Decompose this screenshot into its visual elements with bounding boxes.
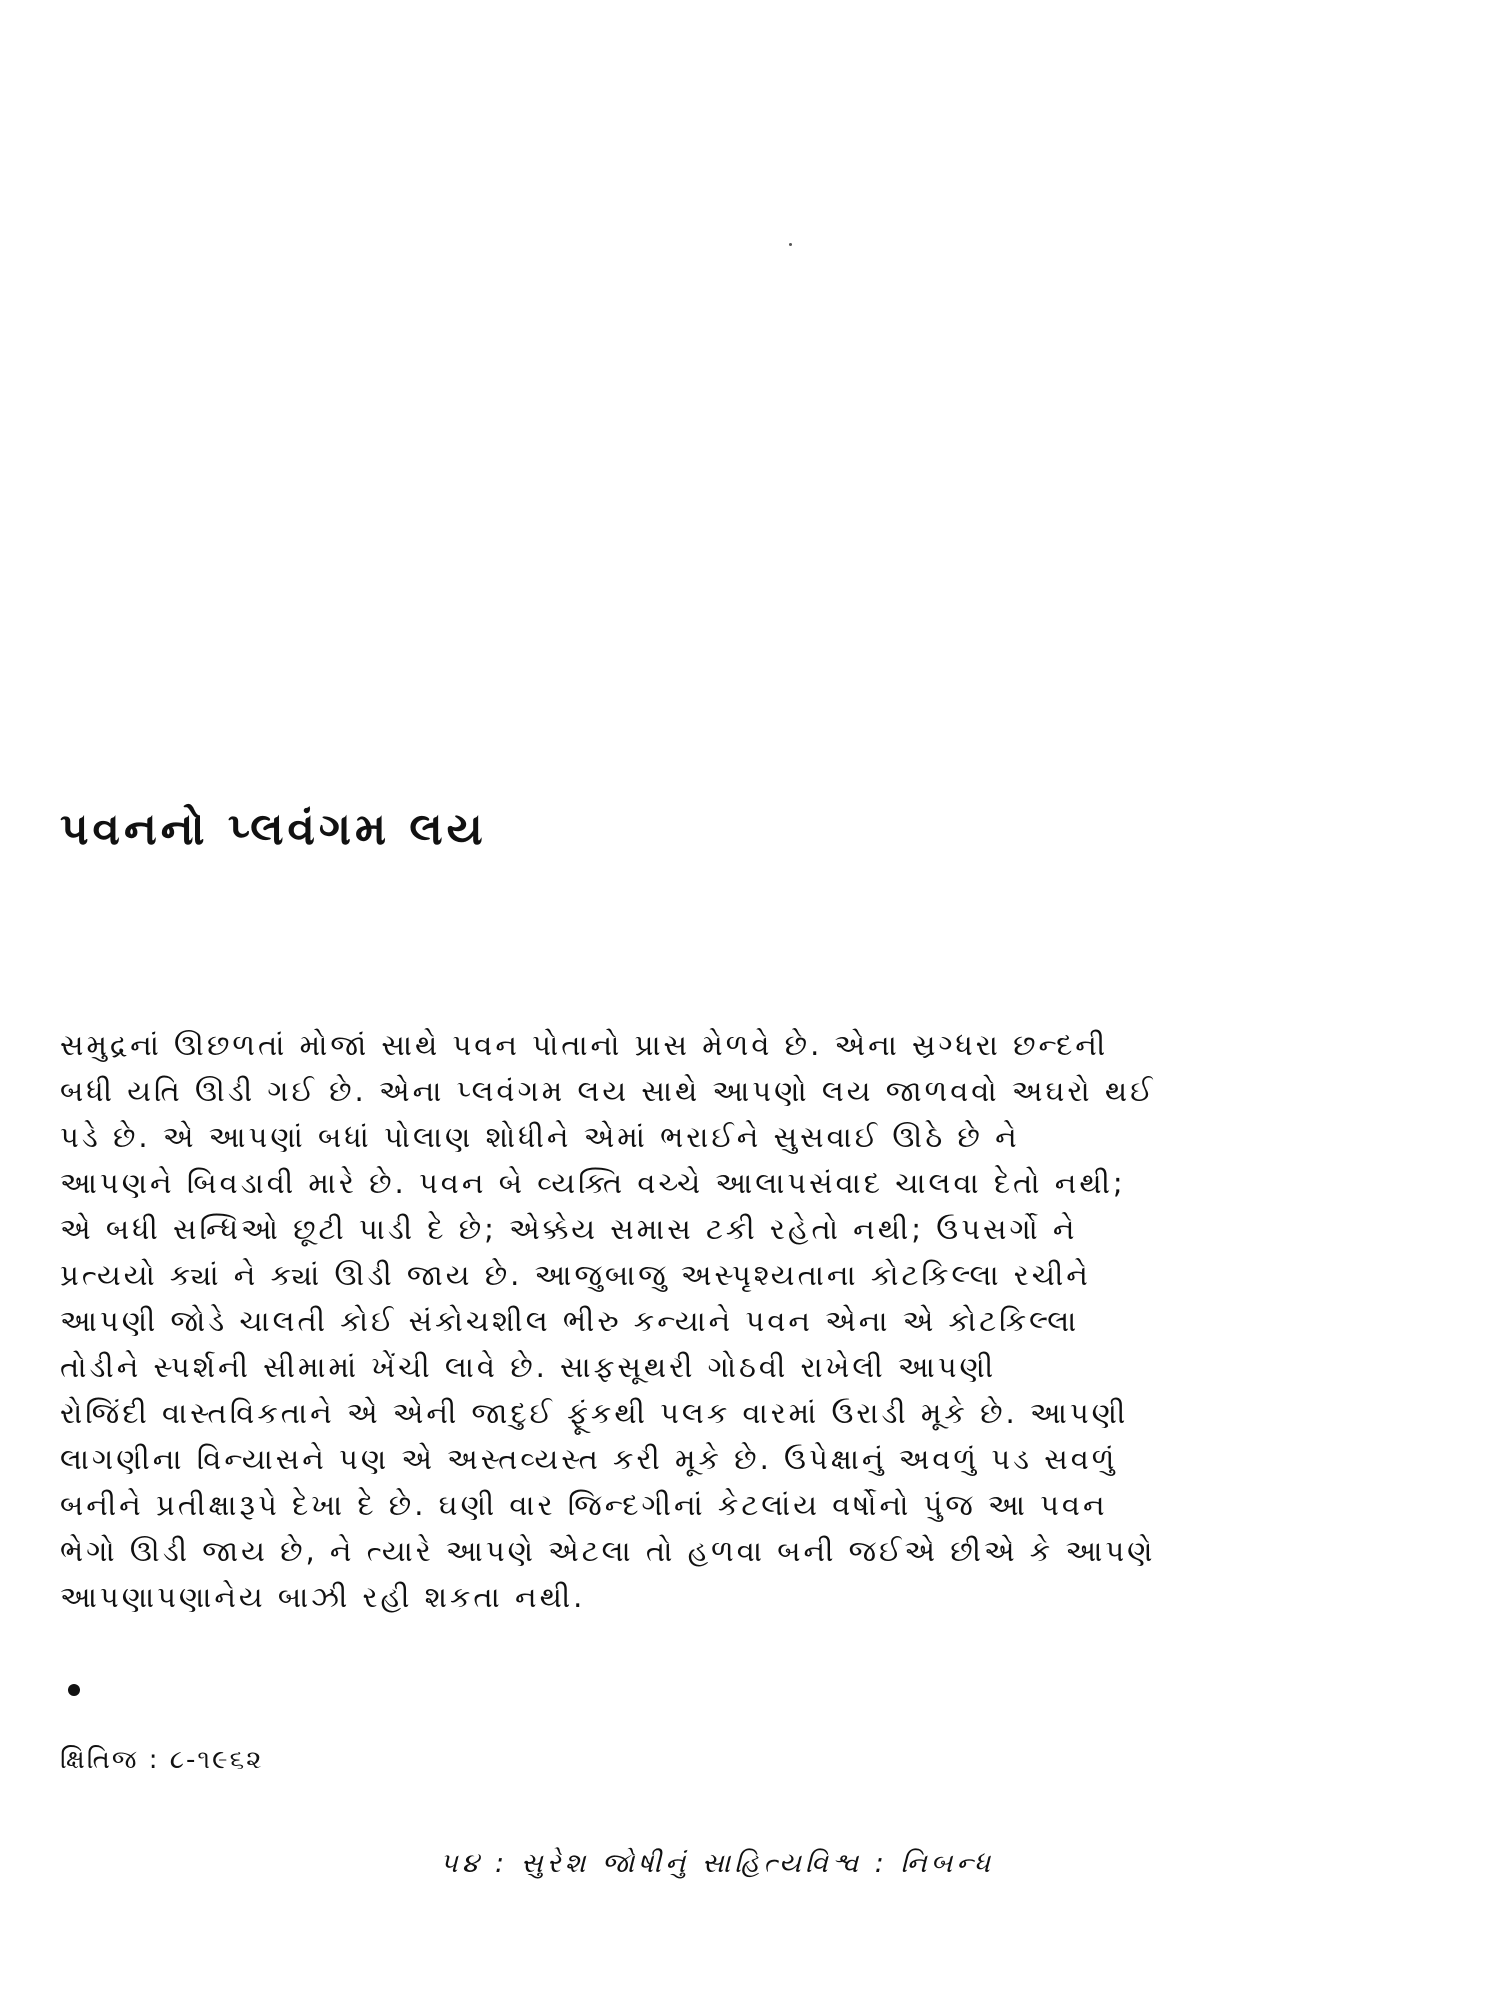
body-line: ભેગો ઊડી જાય છે, ને ત્યારે આપણે એટલા તો હળવા બની જઈએ છીએ કે આપણે	[60, 1534, 1156, 1568]
body-line: એ બધી સન્ધિઓ છૂટી પાડી દે છે; એક્કેય સમાસ ટકી રહેતો નથી; ઉપસર્ગો ને	[60, 1212, 1078, 1246]
body-line: સમુદ્રનાં ઊછળતાં મોજાં સાથે પવન પોતાનો પ્રાસ મેળવે છે. એના સ્રગ્ધરા છન્દની	[60, 1028, 1109, 1062]
body-line: રોજિંદી વાસ્તવિકતાને એ એની જાદુઈ ફૂંકથી પલક વારમાં ઉરાડી મૂકે છે. આપણી	[60, 1396, 1129, 1430]
body-line: પ્રત્યયો ક્યાં ને ક્યાં ઊડી જાય છે. આજુબાજુ અસ્પૃશ્યતાના કોટકિલ્લા રચીને	[60, 1258, 1091, 1292]
print-speck	[789, 243, 792, 246]
body-line: લાગણીના વિન્યાસને પણ એ અસ્તવ્યસ્ત કરી મૂકે છે. ઉપેક્ષાનું અવળું પડ સવળું	[60, 1442, 1118, 1476]
body-line: આપણને બિવડાવી મારે છે. પવન બે વ્યક્તિ વચ્ચે આલાપસંવાદ ચાલવા દેતો નથી;	[60, 1166, 1126, 1200]
essay-body	[60, 1022, 1460, 1620]
page-footer: ૫૪ : સુરેશ જોષીનું સાહિત્યવિશ્વ : નિબન્ધ	[440, 1848, 995, 1879]
source-citation: ક્ષિતિજ : ૮-૧૯૬૨	[60, 1745, 264, 1775]
body-line: બધી યતિ ઊડી ગઈ છે. એના પ્લવંગમ લય સાથે આપણો લય જાળવવો અઘરો થઈ	[60, 1074, 1156, 1108]
section-end-bullet	[68, 1684, 80, 1696]
body-line: બનીને પ્રતીક્ષારૂપે દેખા દે છે. ઘણી વાર જિન્દગીનાં કેટલાંય વર્ષોનો પુંજ આ પવન	[60, 1488, 1108, 1522]
body-line: પડે છે. એ આપણાં બધાં પોલાણ શોધીને એમાં ભરાઈને સુસવાઈ ઊઠે છે ને	[60, 1120, 1020, 1154]
body-line: આપણી જોડે ચાલતી કોઈ સંકોચશીલ ભીરુ કન્યાને પવન એના એ કોટકિલ્લા	[60, 1304, 1080, 1338]
body-line: આપણાપણાનેય બાઝી રહી શકતા નથી.	[60, 1580, 586, 1614]
essay-title: પવનનો પ્લવંગમ લય	[60, 804, 487, 855]
body-line: તોડીને સ્પર્શની સીમામાં ખેંચી લાવે છે. સાફસૂથરી ગોઠવી રાખેલી આપણી	[60, 1350, 997, 1384]
